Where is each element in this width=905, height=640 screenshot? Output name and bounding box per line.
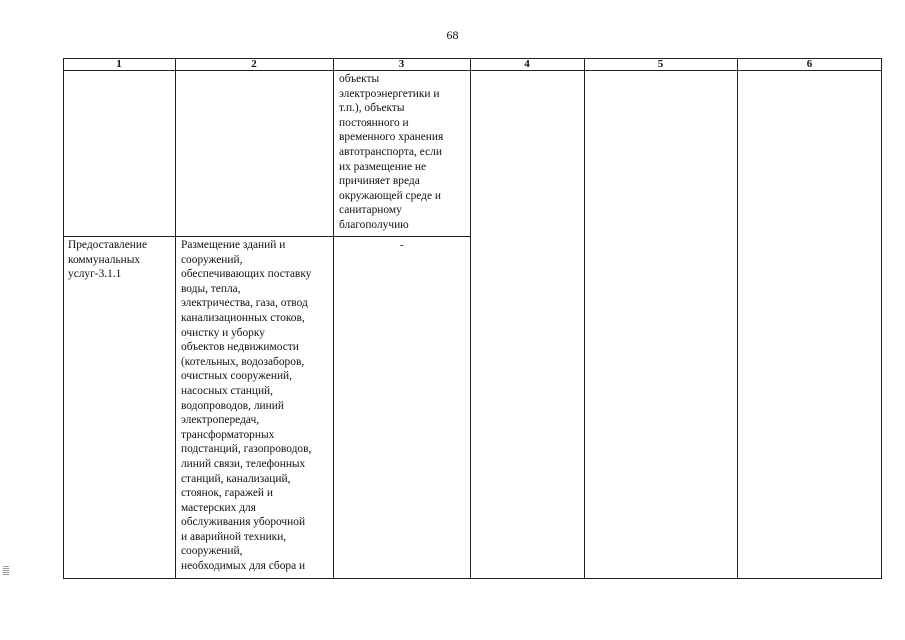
page-number: 68: [446, 28, 459, 42]
text-line: обслуживания уборочной: [181, 516, 306, 529]
text-line: стоянок, гаражей и: [181, 487, 273, 500]
text-line: т.п.), объекты: [339, 102, 405, 115]
table-left-border: [63, 58, 64, 579]
text-line: их размещение не: [339, 160, 427, 173]
text-line: линий связи, телефонных: [181, 457, 306, 470]
column-divider-5: [737, 58, 738, 579]
text-line: и аварийной техники,: [181, 530, 287, 543]
header-col-4: 4: [524, 58, 530, 70]
text-line: временного хранения: [339, 131, 444, 144]
header-bottom-border: [63, 70, 882, 71]
text-line: причиняет вреда: [339, 175, 420, 188]
header-col-2: 2: [251, 58, 257, 70]
text-line: Размещение зданий и: [181, 239, 286, 251]
text-line: автотранспорта, если: [339, 145, 442, 158]
column-divider-3: [470, 58, 471, 579]
header-col-6: 6: [806, 58, 813, 70]
text-line: воды, тепла,: [181, 282, 241, 295]
text-line: окружающей среде и: [339, 189, 441, 202]
text-line: коммунальных: [68, 253, 141, 266]
text-line: услуг-3.1.1: [68, 268, 122, 281]
text-line: Предоставление: [68, 239, 148, 251]
text-line: обеспечивающих поставку: [181, 268, 312, 281]
text-line: электропередач,: [181, 414, 260, 427]
column-divider-4: [584, 58, 585, 579]
text-line: сооружений,: [181, 545, 243, 558]
regulations-table: [63, 58, 882, 579]
text-line: насосных станций,: [181, 384, 273, 397]
text-line: очистных сооружений,: [181, 370, 292, 383]
text-line: электричества, газа, отвод: [181, 297, 308, 310]
text-line: электроэнергетики и: [339, 87, 440, 100]
column-divider-2: [333, 58, 334, 579]
utilities-col3-dash: -: [400, 239, 404, 251]
text-line: благополучию: [339, 218, 409, 231]
text-line: объекты: [339, 73, 380, 85]
scan-margin-mark: [3, 566, 9, 576]
table-right-border: [881, 58, 882, 579]
table-bottom-border: [63, 578, 882, 579]
column-divider-1: [175, 58, 176, 579]
text-line: (котельных, водозаборов,: [181, 355, 305, 368]
text-line: постоянного и: [339, 116, 409, 129]
continuation-col3-text: [339, 72, 443, 233]
text-line: необходимых для сбора и: [181, 560, 306, 573]
text-line: трансформаторных: [181, 428, 275, 441]
utilities-col1-text: [68, 238, 147, 282]
text-line: сооружений,: [181, 253, 243, 266]
text-line: подстанций, газопроводов,: [181, 443, 312, 456]
text-line: санитарному: [339, 204, 402, 217]
text-line: очистку и уборку: [181, 326, 265, 339]
text-line: водопроводов, линий: [181, 399, 284, 412]
text-line: станций, канализаций,: [181, 472, 291, 485]
row-separator: [63, 236, 470, 237]
text-line: канализационных стоков,: [181, 311, 305, 324]
text-line: мастерских для: [181, 501, 256, 514]
text-line: объектов недвижимости: [181, 341, 299, 354]
header-col-3: 3: [398, 58, 405, 70]
utilities-col2-text: [181, 238, 311, 574]
header-col-1: 1: [116, 58, 122, 70]
header-col-5: 5: [657, 58, 664, 70]
